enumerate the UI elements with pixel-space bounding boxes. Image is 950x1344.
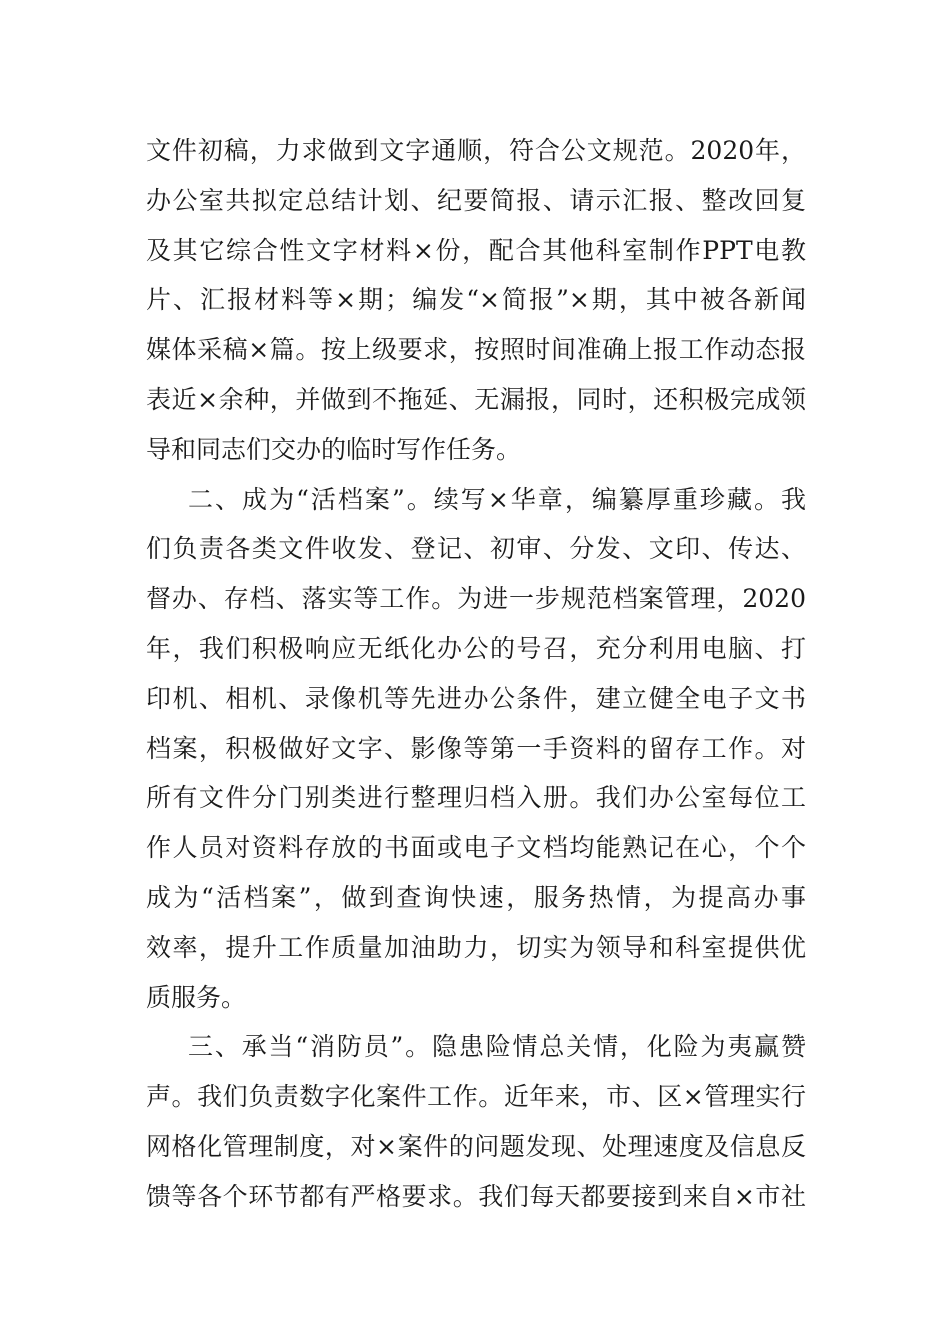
text-line: 声。我们负责数字化案件工作。近年来，市、区×管理实行	[146, 1082, 806, 1112]
text-line: 片、汇报材料等×期；编发“×简报”×期，其中被各新闻	[146, 285, 806, 315]
text-line: 办公室共拟定总结计划、纪要简报、请示汇报、整改回复	[146, 185, 806, 215]
text-line: 作人员对资料存放的书面或电子文档均能熟记在心，个个	[146, 833, 806, 863]
text-line: 三、承当“消防员”。隐患险情总关情，化险为夷赢赞	[188, 1032, 806, 1062]
document-body	[146, 126, 806, 1222]
text-line: 效率，提升工作质量加油助力，切实为领导和科室提供优	[146, 932, 806, 962]
text-line: 表近×余种，并做到不拖延、无漏报，同时，还积极完成领	[146, 384, 806, 414]
paragraph-1	[146, 126, 806, 475]
text-line: 文件初稿，力求做到文字通顺，符合公文规范。2020年，	[146, 136, 806, 165]
text-line: 印机、相机、录像机等先进办公条件，建立健全电子文书	[146, 683, 806, 713]
text-line: 年，我们积极响应无纸化办公的号召，充分利用电脑、打	[146, 633, 806, 663]
text-line: 们负责各类文件收发、登记、初审、分发、文印、传达、	[146, 534, 806, 564]
text-line: 质服务。	[146, 982, 247, 1012]
text-line: 导和同志们交办的临时写作任务。	[146, 434, 522, 464]
text-line: 网格化管理制度，对×案件的问题发现、处理速度及信息反	[146, 1131, 806, 1161]
text-line: 督办、存档、落实等工作。为进一步规范档案管理，2020	[146, 584, 806, 614]
text-line: 馈等各个环节都有严格要求。我们每天都要接到来自×市社	[146, 1181, 806, 1211]
text-line: 媒体采稿×篇。按上级要求，按照时间准确上报工作动态报	[146, 335, 806, 365]
text-line: 档案，积极做好文字、影像等第一手资料的留存工作。对	[146, 733, 806, 763]
text-line: 所有文件分门别类进行整理归档入册。我们办公室每位工	[146, 783, 806, 813]
paragraph-3	[146, 1022, 806, 1221]
paragraph-2	[146, 475, 806, 1023]
text-line: 成为“活档案”，做到查询快速，服务热情，为提高办事	[146, 882, 806, 912]
text-line: 二、成为“活档案”。续写×华章，编纂厚重珍藏。我	[188, 484, 806, 514]
text-line: 及其它综合性文字材料×份，配合其他科室制作PPT电教	[146, 235, 806, 265]
